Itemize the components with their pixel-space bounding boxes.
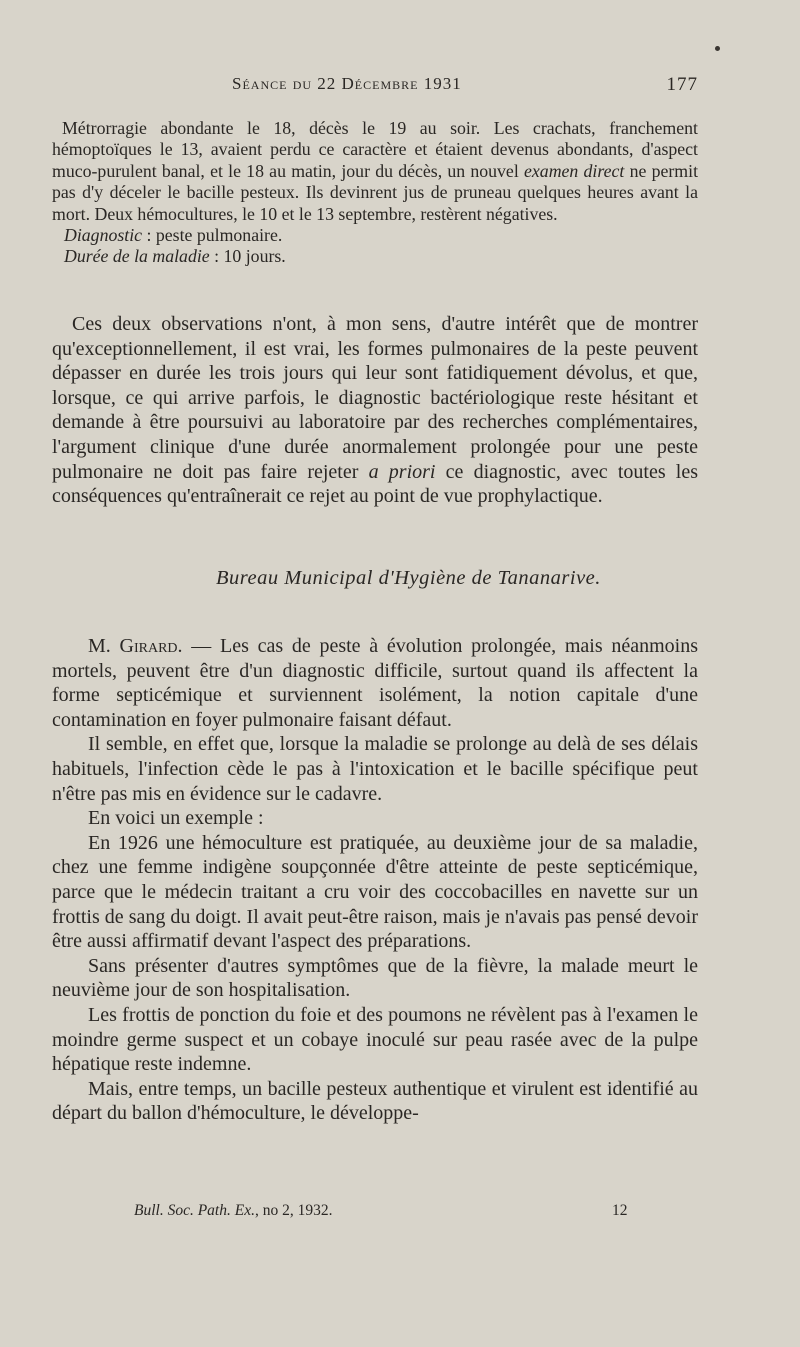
commentary-a-priori: a priori <box>368 460 436 483</box>
observation-block <box>52 118 698 268</box>
duration-label: Durée de la maladie <box>64 246 210 267</box>
discussion-paragraph-1 <box>52 634 698 732</box>
observation-paragraph <box>52 118 698 225</box>
footer-citation <box>134 1202 332 1220</box>
commentary-text: Ces deux observations n'ont, à mon sens, d'autre intérêt que de montrer qu'exceptionnellement, il est vrai, les formes pulmonaires de la peste peuvent dépasser en durée les trois jours qui leur sont fatidiquement dévolus, et que, lorsque, ce qui arrive parfois, le diagnostic bactériologique reste hésitant et demande à être poursuivi au laboratoire par des recherches complémentaires, l'argument clinique d'une durée anormalement prolongée pour une peste pulmonaire ne doit pas faire rejeter <box>52 313 698 483</box>
diagnostic-value: : peste pulmonaire. <box>146 225 283 246</box>
duration-value: : 10 jours. <box>214 246 286 267</box>
discussion-paragraph-4: En 1926 une hémoculture est pratiquée, au deuxième jour de sa maladie, chez une femme indigène soupçonnée d'être atteinte de peste septicémique, parce que le médecin traitant a cru voir des coccobacilles en navette sur un frottis de sang du doigt. Il avait peut-être raison, mais je n'avais pas pensé devoir être aussi affirmatif devant l'aspect des préparations. <box>52 831 698 953</box>
commentary-block <box>52 312 698 509</box>
discussion-p1-text: — Les cas de peste à évolution prolongée, mais néanmoins mortels, peuvent être d'un diagnostic difficile, surtout quand ils affectent la forme septicémique et surviennent isolément, la notion capitale d'une contamination en foyer pulmonaire faisant défaut. <box>52 635 698 731</box>
page-number: 177 <box>666 74 698 95</box>
observation-exam-phrase: examen direct <box>524 160 625 181</box>
diagnostic-line <box>52 225 698 246</box>
observation-text-rest: ne permit pas d'y déceler le bacille pesteux. Ils devinrent jus de pruneau quelques heures avant la mort. Deux hémocultures, le 10 et le 13 septembre, restèrent négatives. <box>52 160 699 224</box>
discussion-paragraph-5: Sans présenter d'autres symptômes que de la fièvre, la malade meurt le neuvième jour de son hospitalisation. <box>52 954 698 1002</box>
discussion-paragraph-2: Il semble, en effet que, lorsque la maladie se prolonge au delà de ses délais habituels, l'infection cède le pas à l'intoxication et le bacille spécifique peut n'être pas mis en évidence sur le cadavre. <box>52 733 698 805</box>
author-signature: Bureau Municipal d'Hygiène de Tananarive. <box>216 567 601 589</box>
footer-signature-mark: 12 <box>612 1202 628 1219</box>
discussion-block <box>52 634 698 1126</box>
discussion-paragraph-7: Mais, entre temps, un bacille pesteux authentique et virulent est identifié au départ du ballon d'hémoculture, le développe- <box>52 1077 698 1125</box>
footer-issue: , no 2, 1932. <box>254 1202 333 1219</box>
running-head <box>52 74 698 102</box>
page-footer <box>52 1202 698 1224</box>
observation-text: Métrorragie abondante le 18, décès le 19 au soir. Les crachats, franchement hémoptoïques le 13, avaient perdu ce caractère et étaient devenus abondants, d'aspect muco-purulent banal, et le 18 au matin, jour du décès, un nouvel <box>52 118 698 181</box>
speaker-name: M. Girard. <box>88 635 183 657</box>
discussion-paragraph-3: En voici un exemple : <box>88 807 264 830</box>
commentary-paragraph <box>52 312 698 509</box>
discussion-paragraph-6: Les frottis de ponction du foie et des poumons ne révèlent pas à l'examen le moindre germe suspect et un cobaye inoculé sur peau rasée avec de la pulpe hépatique reste indemne. <box>52 1003 698 1076</box>
ink-speck <box>715 46 720 51</box>
diagnostic-label: Diagnostic <box>64 225 143 246</box>
duration-line <box>52 246 698 267</box>
running-head-title: Séance du 22 Décembre 1931 <box>232 74 462 93</box>
footer-journal: Bull. Soc. Path. Ex. <box>134 1202 255 1219</box>
commentary-text-end: ce diagnostic, avec toutes les conséquences qu'entraînerait ce rejet au point de vue prophylactique. <box>52 460 699 508</box>
